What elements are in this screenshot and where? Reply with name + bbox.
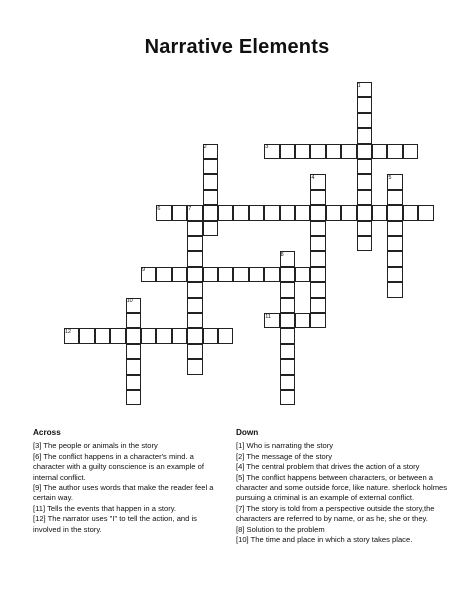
grid-cell [310,251,325,266]
grid-cell [126,313,141,328]
grid-cell [295,144,310,159]
grid-cell [387,190,402,205]
grid-cell [357,190,372,205]
grid-cell [387,205,402,220]
grid-cell [357,159,372,174]
clue-down-8: [8] Solution to the problem [236,524,325,534]
grid-cell [357,128,372,143]
grid-cell [172,267,187,282]
grid-cell [310,267,325,282]
grid-cell [280,144,295,159]
grid-cell [295,267,310,282]
down-heading: Down [236,428,259,437]
grid-cell [310,144,325,159]
grid-cell [280,205,295,220]
grid-cell [357,144,372,159]
grid-cell [218,205,233,220]
grid-cell [126,344,141,359]
grid-cell [187,344,202,359]
grid-cell [310,298,325,313]
grid-cell [357,221,372,236]
grid-cell [326,205,341,220]
clue-down-4: [4] The central problem that drives the action of a story [236,462,420,472]
grid-cell [387,251,402,266]
clue-number: 7 [188,205,192,212]
clue-across-3: [3] The people or animals in the story [33,441,158,451]
grid-cell [156,267,171,282]
grid-cell [357,97,372,112]
clue-number: 8 [280,251,284,258]
grid-cell [310,282,325,297]
grid-cell [203,328,218,343]
grid-cell [310,190,325,205]
grid-cell [387,282,402,297]
across-heading: Across [33,428,61,437]
clue-number: 12 [65,328,72,335]
grid-cell [310,205,325,220]
down-list [236,441,448,545]
grid-cell [218,267,233,282]
grid-cell [280,328,295,343]
clue-number: 5 [388,174,392,181]
grid-cell [110,328,125,343]
grid-cell [357,113,372,128]
grid-cell [264,267,279,282]
grid-cell [280,375,295,390]
grid-cell [141,328,156,343]
grid-cell [187,251,202,266]
clue-across-12: [12] The narrator uses "I" to tell the action, and is involved in the story. [33,514,197,534]
grid-cell [280,313,295,328]
grid-cell [372,144,387,159]
grid-cell [187,313,202,328]
grid-cell [280,298,295,313]
grid-cell [264,205,279,220]
grid-cell [249,267,264,282]
grid-cell [79,328,94,343]
grid-cell [387,267,402,282]
grid-cell [280,282,295,297]
grid-cell [280,390,295,405]
grid-cell [187,221,202,236]
grid-cell [387,236,402,251]
grid-cell [233,267,248,282]
grid-cell [233,205,248,220]
grid-cell [187,282,202,297]
clue-across-6: [6] The conflict happens in a character's mind. a character with a guilty conscience is an example of internal conflict. [33,451,204,482]
clue-across-9: [9] The author uses words that make the reader feel a certain way. [33,483,214,503]
grid-cell [203,190,218,205]
grid-cell [203,205,218,220]
grid-cell [295,205,310,220]
clue-number: 10 [126,298,133,305]
grid-cell [187,267,202,282]
grid-cell [403,205,418,220]
clue-number: 6 [157,205,161,212]
grid-cell [187,359,202,374]
grid-cell [126,390,141,405]
grid-cell [280,359,295,374]
clue-number: 3 [265,144,269,151]
grid-cell [218,328,233,343]
grid-cell [310,236,325,251]
grid-cell [326,144,341,159]
grid-cell [387,144,402,159]
clue-number: 1 [357,82,361,89]
grid-cell [341,144,356,159]
grid-cell [187,328,202,343]
grid-cell [357,205,372,220]
down-clues [236,428,448,545]
grid-cell [403,144,418,159]
grid-cell [387,221,402,236]
grid-cell [172,205,187,220]
grid-cell [126,359,141,374]
grid-cell [156,328,171,343]
grid-cell [203,174,218,189]
across-list [33,441,223,535]
grid-cell [172,328,187,343]
grid-cell [249,205,264,220]
clue-number: 2 [203,144,207,151]
clue-down-1: [1] Who is narrating the story [236,441,334,451]
grid-cell [203,159,218,174]
grid-cell [310,313,325,328]
clue-down-10: [10] The time and place in which a story takes place. [236,535,413,545]
grid-cell [95,328,110,343]
grid-cell [357,174,372,189]
grid-cell [126,328,141,343]
grid-cell [310,221,325,236]
clue-down-5: [5] The conflict happens between characters, or between a character and some outside force, like nature. sherlock holmes pursuing a criminal is an example of external conflict. [236,472,448,503]
grid-cell [341,205,356,220]
clue-number: 9 [142,267,146,274]
clue-across-11: [11] Tells the events that happen in a story. [33,503,177,513]
grid-cell [372,205,387,220]
grid-cell [357,236,372,251]
grid-cell [280,344,295,359]
grid-cell [187,236,202,251]
grid-cell [187,298,202,313]
grid-cell [280,267,295,282]
clue-down-7: [7] The story is told from a perspective outside the story,the characters are referred to by name, or as he, she or they. [236,503,435,524]
across-clues [33,428,223,535]
clue-down-2: [2] The message of the story [236,451,333,461]
clue-number: 4 [311,174,315,181]
clue-number: 11 [265,313,271,320]
grid-cell [418,205,433,220]
grid-cell [295,313,310,328]
grid-cell [126,375,141,390]
page-title: Narrative Elements [144,36,330,58]
grid-cell [203,267,218,282]
grid-cell [203,221,218,236]
